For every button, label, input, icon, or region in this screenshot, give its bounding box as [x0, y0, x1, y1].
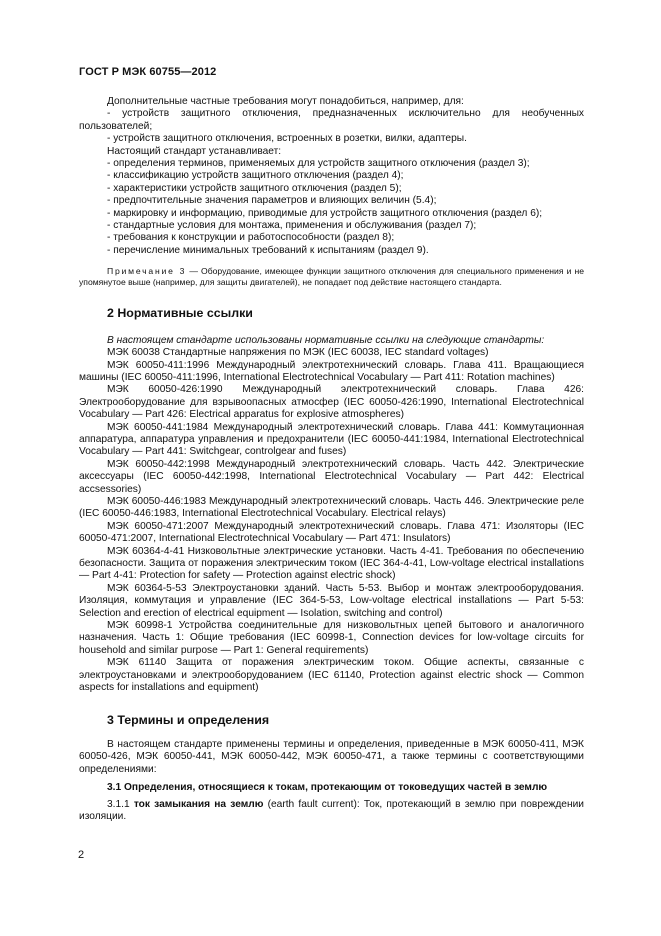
intro-bullet: - устройств защитного отключения, предназначенных исключительно для необученных пользователей; — [79, 108, 584, 132]
reference-item: МЭК 60038 Стандартные напряжения по МЭК (IEC 60038, IEC standard voltages) — [107, 347, 489, 359]
section-3-intro: В настоящем стандарте применены термины и определения, приведенные в МЭК 60050-411, МЭК 60050-426, МЭК 60050-441, МЭК 60050-442, МЭК 60050-471, а также термины с соответствующими определениями: — [79, 738, 584, 775]
section-2-title: 2 Нормативные ссылки — [107, 306, 253, 321]
scope-item: - перечисление минимальных требований к испытаниям (раздел 9). — [107, 244, 429, 256]
reference-item: МЭК 60050-442:1998 Международный электротехнический словарь. Часть 442. Электрические аксессуары (IEC 60050-442:1998, International Electrotechnical Vocabulary — Part 442: Electrical accsessories) — [79, 458, 584, 495]
note — [79, 266, 584, 288]
scope-item: - определения терминов, применяемых для устройств защитного отключения (раздел 3); — [107, 158, 530, 170]
note-text: — Оборудование, имеющее функции защитного отключения для специального применения и не упомянутое выше (например, для защиты двигателей), не попадает под действие настоящего стандарта. — [79, 266, 584, 288]
subsection-3-1-title: 3.1 Определения, относящиеся к токам, протекающим от токоведущих частей в землю — [107, 782, 548, 794]
reference-item: МЭК 60364-4-41 Низковольтные электрические установки. Часть 4-41. Требования по обеспечению безопасности. Защита от поражения электрическим током (IEC 364-4-41, Low-voltage electrical installations — Part 4-41: Protection for safety — Protection against electric shock) — [79, 545, 584, 582]
reference-item: МЭК 60364-5-53 Электроустановки зданий. Часть 5-53. Выбор и монтаж электрооборудования. Изоляция, коммутация и управление (IEC 364-5-53, Low-voltage electrical installations — Part 5-53: Selection and erection of electrical equipment — Isolation, switching and control) — [79, 582, 584, 619]
intro-paragraph: Дополнительные частные требования могут понадобиться, например, для: — [107, 96, 464, 107]
section-3-title: 3 Термины и определения — [107, 713, 270, 728]
intro-bullet: - устройств защитного отключения, встроенных в розетки, вилки, адаптеры. — [107, 133, 467, 145]
reference-item: МЭК 60050-411:1996 Международный электротехнический словарь. Глава 411. Вращающиеся машины (IEC 60050-411:1996, International Electrotechnical Vocabulary — Part 411: Rotation machines) — [79, 359, 584, 383]
term-number: 3.1.1 — [107, 798, 134, 810]
intro-paragraph: Настоящий стандарт устанавливает: — [107, 145, 282, 157]
scope-item: - характеристики устройств защитного отключения (раздел 5); — [107, 182, 402, 194]
note-label: Примечание 3 — [107, 266, 187, 277]
term-name: ток замыкания на землю — [133, 798, 264, 810]
reference-item: МЭК 61140 Защита от поражения электрическим током. Общие аспекты, связанные с электроустановками и электрооборудованием (IEC 61140, Protection against electric shock — Common aspects for installations and equipment) — [79, 657, 584, 694]
reference-item: МЭК 60998-1 Устройства соединительные для низковольтных цепей бытового и аналогичного назначения. Часть 1: Общие требования (IEC 60998-1, Connection devices for low-voltage circuits for household and similar purpose — Part 1: General requirements) — [79, 620, 584, 656]
reference-item: МЭК 60050-426:1990 Международный электротехнический словарь. Глава 426: Электрооборудование для взрывоопасных атмосфер (IEC 60050-426:1990, International Electrotechnical Vocabulary — Part 426: Electrical apparatus for explosive atmospheres) — [79, 384, 584, 421]
scope-item: - требования к конструкции и работоспособности (раздел 8); — [107, 232, 395, 244]
term-text: (earth fault current): Ток, протекающий в землю при повреждении изоляции. — [79, 798, 584, 822]
term-definition — [79, 799, 584, 824]
section-2-intro: В настоящем стандарте использованы нормативные ссылки на следующие стандарты: — [107, 334, 545, 346]
page-number: 2 — [78, 849, 85, 861]
page-body — [79, 96, 584, 823]
reference-item: МЭК 60050-446:1983 Международный электротехнический словарь. Часть 446. Электрические реле (IEC 60050-446:1983, International Electrotechnical Vocabulary. Electrical relays) — [79, 495, 584, 520]
scope-item: - стандартные условия для монтажа, применения и обслуживания (раздел 7); — [107, 220, 477, 232]
document-header: ГОСТ Р МЭК 60755—2012 — [79, 66, 217, 78]
scope-item: - классификацию устройств защитного отключения (раздел 4); — [107, 170, 404, 182]
reference-item: МЭК 60050-441:1984 Международный электротехнический словарь. Глава 441: Коммутационная аппаратура, аппаратура управления и предохранители (IEC 60050-441:1984, International Electrotechnical Vocabulary — Part 441: Switchgear, controlgear and fuses) — [79, 421, 584, 458]
scope-item: - предпочтительные значения параметров и влияющих величин (5.4); — [107, 195, 437, 207]
scope-item: - маркировку и информацию, приводимые для устройств защитного отключения (раздел 6); — [107, 207, 543, 219]
reference-item: МЭК 60050-471:2007 Международный электротехнический словарь. Глава 471: Изоляторы (IEC 60050-471:2007, International Electrotechnical Vocabulary — Part 471: Insulators) — [79, 520, 584, 545]
